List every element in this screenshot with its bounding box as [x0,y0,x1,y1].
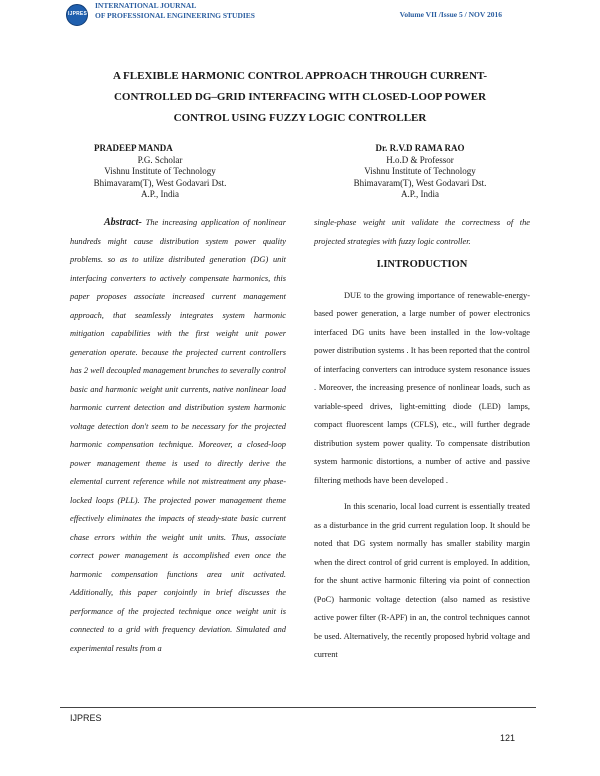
issue-info: Volume VII /Issue 5 / NOV 2016 [399,10,502,19]
journal-name [95,1,255,21]
paper-title [70,66,530,129]
introduction-paragraph-2: In this scenario, local load current is essentially treated as a disturbance in the grid current regulation loop. It should be noted that DG system normally has smaller stability margin when the direct control of grid current is employed. In addition, for the shunt active harmonic filtering via point of connection (PoC) harmonic voltage detection (also named as resistive active power filter (R-APF) in an, the control techniques cannot be used. Alternatively, the recently proposed hybrid voltage and current [314,502,530,659]
author-1-role: P.G. Scholar [137,154,183,165]
introduction-paragraph-1: DUE to the growing importance of renewable-energy-based power generation, a large number of power electronics interfaced DG units have been installed in the low-voltage power distribution systems . It has been reported that the control of interfacing converters can introduce system resonance issues . Moreover, the increasing presence of nonlinear loads, such as variable-speed drives, light-emitting diode (LED) lamps, compact fluorescent lamps (CFLS), etc., will further degrade distribution system power quality. To compensate distribution system harmonic distortions, a number of active and passive filtering methods have been developed . [314,290,530,485]
author-1-institute: Vishnu Institute of Technology [104,166,216,176]
author-2 [330,143,530,201]
right-column [314,214,530,665]
abstract-column [70,214,286,658]
author-2-country: A.P., India [401,189,439,199]
author-2-name: Dr. R.V.D RAMA RAO [375,143,465,153]
author-2-location: Bhimavaram(T), West Godavari Dst. [353,177,487,188]
author-2-institute: Vishnu Institute of Technology [364,166,476,176]
logo-text: IJPRES [68,11,87,17]
author-1 [70,143,270,201]
journal-name-line2: OF PROFESSIONAL ENGINEERING STUDIES [95,11,255,20]
abstract-text: The increasing application of nonlinear hundreds might cause distribution system power quality problems. so as to utilize distributed generation (DG) unit interfacing converters to actively compensate harmonics, this paper proposes associate increased current management approach, that seamlessly integrates system harmonic mitigation capabilities with the first weight unit power generation operate. because the projected current controllers has 2 well decoupled management brunches to severally control basic and harmonic weight unit currents, native nonlinear load harmonic current detection and distribution system harmonic voltage detection don't seem to be necessary for the projected harmonic compensation technique. Moreover, a closed-loop power management theme is used to directly derive the elemental current reference while not mistreatment any phase-locked loops (PLL). The projected power management theme effectively eliminates the impacts of steady-state basic current chase errors within the weight unit units. Thus, associate correct power management is accomplished even once the harmonic compensation functions area unit activated. Additionally, this paper conjointly in brief discusses the performance of the projected technique once weight unit is connected to a grid with frequency deviation. Simulated and experimental results from a [70,218,286,653]
author-1-location: Bhimavaram(T), West Godavari Dst. [93,177,227,188]
title-line-2: CONTROLLED DG–GRID INTERFACING WITH CLOSED-LOOP POWER [113,91,487,103]
introduction-heading: I.INTRODUCTION [376,259,468,270]
title-line-1: A FLEXIBLE HARMONIC CONTROL APPROACH THROUGH CURRENT- [112,70,488,82]
journal-name-line1: INTERNATIONAL JOURNAL [95,1,197,10]
abstract-label: Abstract- [104,217,142,228]
title-line-3: CONTROL USING FUZZY LOGIC CONTROLLER [173,112,427,124]
footer-journal: IJPRES [70,713,102,723]
page-number: 121 [500,733,516,743]
footer-divider [60,707,536,708]
journal-logo [66,4,88,26]
author-2-role: H.o.D & Professor [386,154,454,165]
abstract-continuation: single-phase weight unit validate the correctness of the projected strategies with fuzzy logic controller. [314,218,530,246]
author-1-name: PRADEEP MANDA [94,143,173,153]
author-1-country: A.P., India [141,189,179,199]
